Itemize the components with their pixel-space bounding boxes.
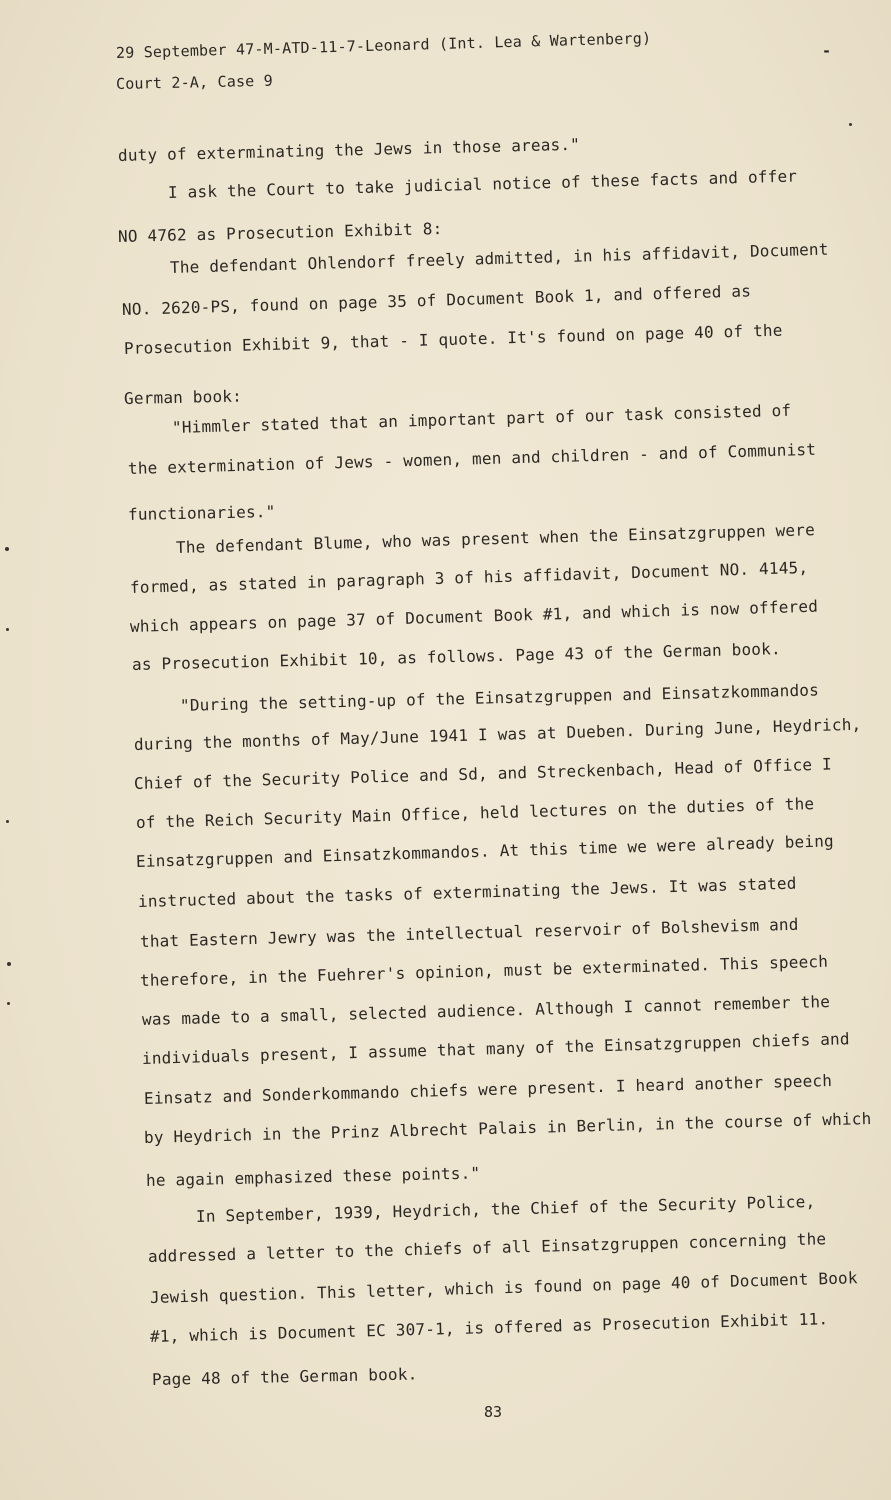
body-line-11: The defendant Blume, who was present when the Einsatzgruppen were <box>175 520 816 557</box>
body-line-9: the extermination of Jews - women, men and children - and of Communist <box>127 439 817 478</box>
body-line-6: Prosecution Exhibit 9, that - I quote. It's found on page 40 of the <box>123 320 783 358</box>
body-line-8: "Himmler stated that an important part of our task consisted of <box>171 400 792 437</box>
body-line-20: instructed about the tasks of exterminating the Jews. It was stated <box>137 873 797 911</box>
body-line-2: I ask the Court to take judicial notice of these facts and offer <box>167 166 798 202</box>
margin-speck-3 <box>6 820 9 823</box>
body-line-29: addressed a letter to the chiefs of all Einsatzgruppen concerning the <box>147 1229 827 1266</box>
body-line-30: Jewish question. This letter, which is found on page 40 of Document Book <box>149 1268 858 1307</box>
body-line-14: as Prosecution Exhibit 10, as follows. Page 43 of the German book. <box>131 639 782 674</box>
margin-speck-1 <box>5 547 9 551</box>
body-line-24: individuals present, I assume that many of the Einsatzgruppen chiefs and <box>141 1029 850 1068</box>
body-line-4: The defendant Ohlendorf freely admitted, in his affidavit, Document <box>169 239 829 277</box>
margin-speck-2 <box>6 628 9 631</box>
body-line-19: Einsatzgruppen and Einsatzkommandos. At this time we were already being <box>135 831 835 871</box>
body-line-23: was made to a small, selected audience. Although I cannot remember the <box>141 991 831 1029</box>
body-line-10: functionaries." <box>127 501 276 524</box>
header-line-1: 29 September 47-M-ATD-11-7-Leonard (Int. Lea & Wartenberg) <box>115 29 652 62</box>
body-line-31: #1, which is Document EC 307-1, is offered as Prosecution Exhibit 11. <box>149 1309 829 1346</box>
body-line-26: by Heydrich in the Prinz Albrecht Palais in Berlin, in the course of which <box>143 1108 872 1147</box>
body-line-16: during the months of May/June 1941 I was at Dueben. During June, Heydrich, <box>133 714 862 754</box>
body-line-28: In September, 1939, Heydrich, the Chief of the Security Police, <box>195 1191 816 1226</box>
body-line-12: formed, as stated in paragraph 3 of his affidavit, Document NO. 4145, <box>129 557 809 597</box>
margin-speck-4 <box>7 962 11 966</box>
body-line-15: "During the setting-up of the Einsatzgruppen and Einsatzkommandos <box>179 680 820 715</box>
page-number: 83 <box>484 1403 503 1421</box>
body-line-7: German book: <box>123 386 243 408</box>
body-line-21: that Eastern Jewry was the intellectual reservoir of Bolshevism and <box>139 914 799 951</box>
body-line-22: therefore, in the Fuehrer's opinion, must be exterminated. This speech <box>139 951 829 990</box>
body-line-27: he again emphasized these points." <box>145 1163 481 1190</box>
margin-speck-5 <box>7 1002 10 1005</box>
body-line-5: NO. 2620-PS, found on page 35 of Document Book 1, and offered as <box>121 281 752 319</box>
body-line-18: of the Reich Security Main Office, held lectures on the duties of the <box>135 794 815 832</box>
header-line-2: Court 2-A, Case 9 <box>115 71 274 93</box>
body-line-17: Chief of the Security Police and Sd, and Streckenbach, Head of Office I <box>133 754 833 793</box>
header-dash-mark: - <box>822 42 832 60</box>
body-line-25: Einsatz and Sonderkommando chiefs were present. I heard another speech <box>143 1070 833 1108</box>
body-line-13: which appears on page 37 of Document Book #1, and which is now offered <box>129 596 819 636</box>
body-line-32: Page 48 of the German book. <box>151 1364 418 1389</box>
body-line-1: duty of exterminating the Jews in those areas." <box>117 134 581 165</box>
body-line-3: NO 4762 as Prosecution Exhibit 8: <box>117 219 443 246</box>
margin-speck-6 <box>849 123 852 126</box>
